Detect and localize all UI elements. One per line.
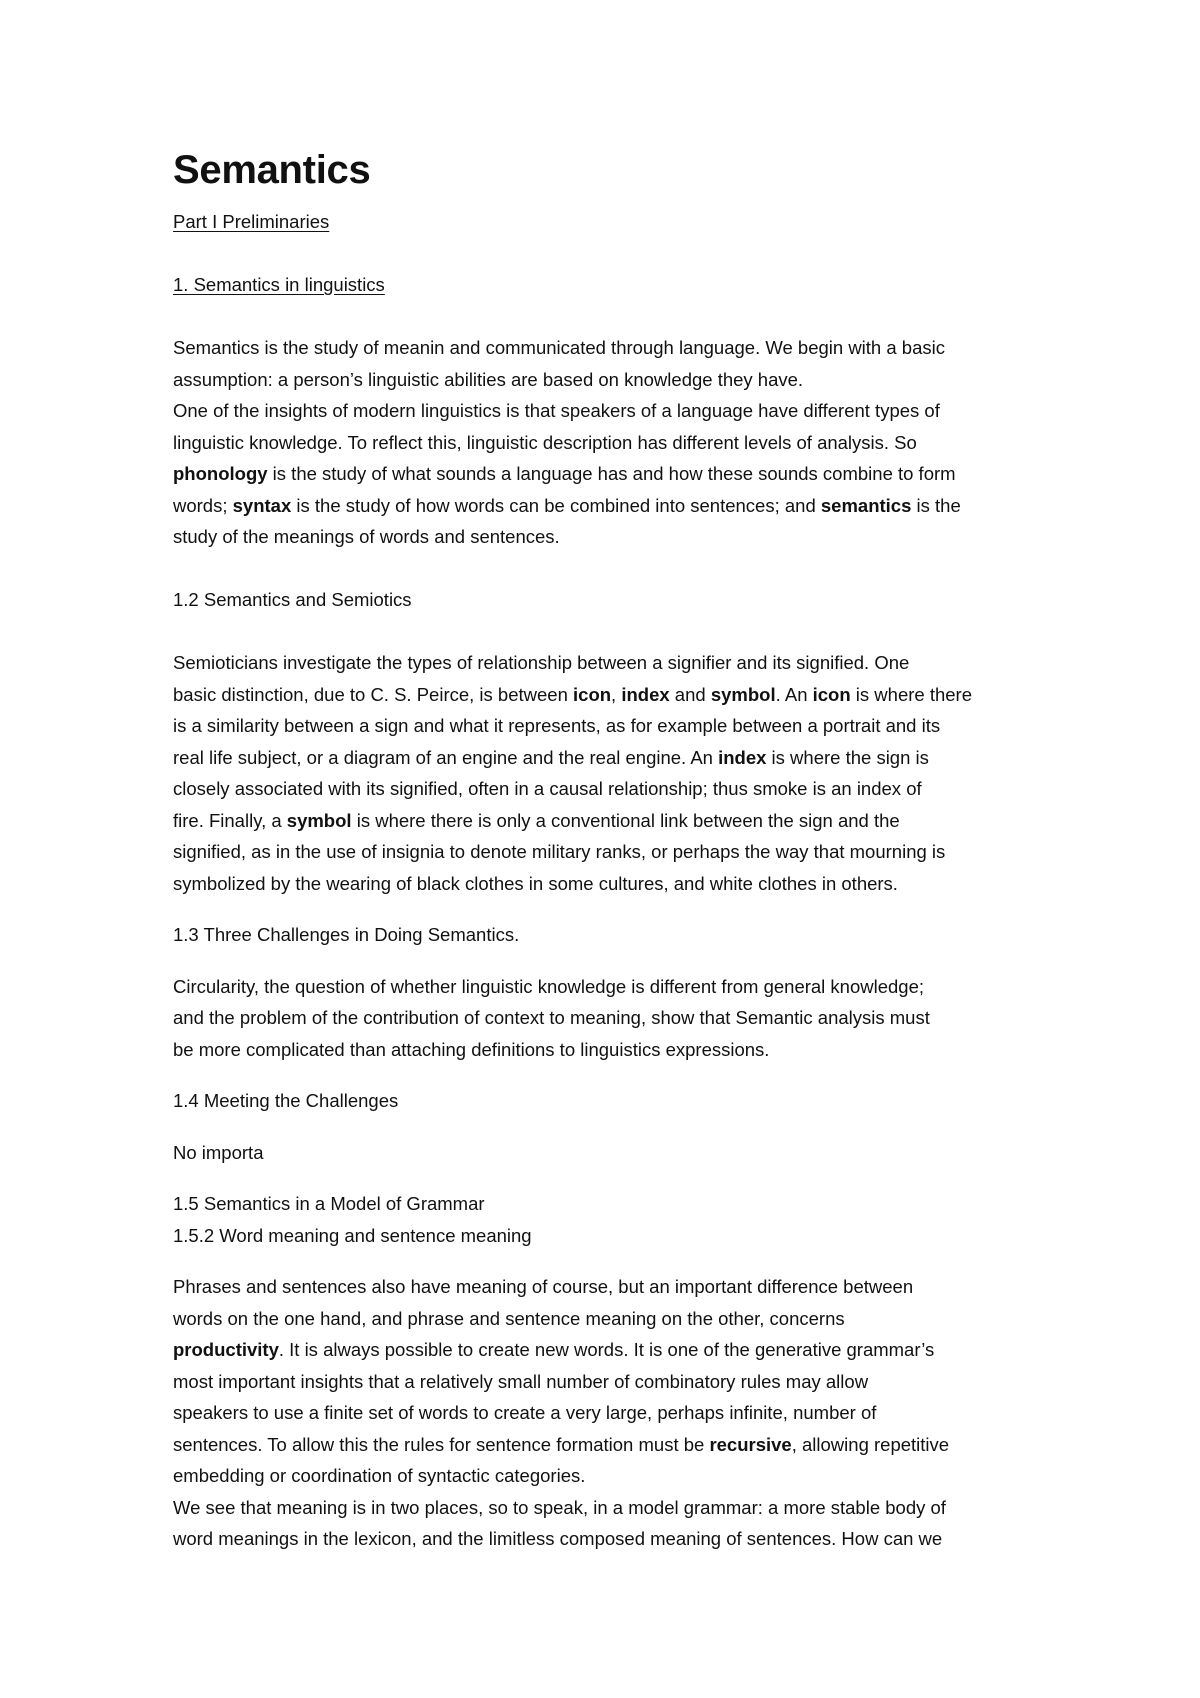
paragraph-no-importa: No importa bbox=[173, 1141, 264, 1163]
text-line: words; syntax is the study of how words can be combined into sentences; and semantics is the bbox=[173, 494, 961, 516]
text-line: We see that meaning is in two places, so to speak, in a model grammar: a more stable body of bbox=[173, 1496, 946, 1518]
text-line: Phrases and sentences also have meaning of course, but an important difference between bbox=[173, 1276, 914, 1297]
text-line: basic distinction, due to C. S. Peirce, is between icon, index and symbol. An icon is where there bbox=[173, 683, 972, 705]
section-1-5-heading: 1.5 Semantics in a Model of Grammar bbox=[173, 1193, 485, 1214]
text-line: study of the meanings of words and sentences. bbox=[173, 526, 560, 547]
text-line: phonology is the study of what sounds a language has and how these sounds combine to form bbox=[173, 463, 956, 484]
text-line: Semantics is the study of meanin and communicated through language. We begin with a basic bbox=[173, 337, 945, 358]
term-index: index bbox=[718, 746, 767, 768]
text-line: One of the insights of modern linguistics is that speakers of a language have different types of bbox=[173, 400, 940, 421]
text-line: real life subject, or a diagram of an engine and the real engine. An index is where the sign is bbox=[173, 746, 929, 768]
text-line: is a similarity between a sign and what it represents, as for example between a portrait and its bbox=[173, 715, 941, 736]
part-heading: Part I Preliminaries bbox=[173, 211, 330, 232]
term-icon: icon bbox=[573, 683, 612, 705]
text-line: symbolized by the wearing of black clothes in some cultures, and white clothes in others. bbox=[173, 872, 898, 894]
term-productivity: productivity bbox=[173, 1339, 279, 1360]
text-line: fire. Finally, a symbol is where there is only a conventional link between the sign and the bbox=[173, 809, 900, 831]
text-line: assumption: a person’s linguistic abilities are based on knowledge they have. bbox=[173, 368, 804, 390]
text-line: embedding or coordination of syntactic categories. bbox=[173, 1465, 586, 1486]
text-line: speakers to use a finite set of words to create a very large, perhaps infinite, number of bbox=[173, 1402, 877, 1423]
text-line: most important insights that a relatively small number of combinatory rules may allow bbox=[173, 1370, 869, 1392]
text-line: word meanings in the lexicon, and the limitless composed meaning of sentences. How can we bbox=[173, 1528, 943, 1549]
term-phonology: phonology bbox=[173, 463, 268, 484]
text-line: productivity. It is always possible to create new words. It is one of the generative grammar’s bbox=[173, 1339, 935, 1360]
section-1-heading: 1. Semantics in linguistics bbox=[173, 274, 385, 295]
text-line: signified, as in the use of insignia to denote military ranks, or perhaps the way that mourning is bbox=[173, 841, 946, 862]
section-1-5-2-heading: 1.5.2 Word meaning and sentence meaning bbox=[173, 1224, 532, 1246]
term-syntax: syntax bbox=[232, 494, 292, 516]
section-1-2-heading: 1.2 Semantics and Semiotics bbox=[173, 589, 412, 610]
term-recursive: recursive bbox=[709, 1433, 792, 1455]
paragraph-semiotics bbox=[173, 647, 1053, 899]
paragraph-challenges bbox=[173, 971, 1053, 1066]
text-line: be more complicated than attaching definitions to linguistics expressions. bbox=[173, 1038, 770, 1060]
term-symbol: symbol bbox=[286, 809, 352, 831]
text-line: Semioticians investigate the types of relationship between a signifier and its signified. One bbox=[173, 652, 910, 673]
term-index: index bbox=[621, 683, 670, 705]
text-line: Circularity, the question of whether linguistic knowledge is different from general knowledge; bbox=[173, 975, 925, 997]
text-line: closely associated with its signified, often in a causal relationship; thus smoke is an index of bbox=[173, 778, 922, 799]
section-1-4-heading: 1.4 Meeting the Challenges bbox=[173, 1090, 399, 1111]
text-line: sentences. To allow this the rules for sentence formation must be recursive, allowing repetitive bbox=[173, 1433, 950, 1455]
text-line: and the problem of the contribution of context to meaning, show that Semantic analysis must bbox=[173, 1007, 930, 1028]
section-1-3-heading: 1.3 Three Challenges in Doing Semantics. bbox=[173, 924, 520, 945]
term-semantics: semantics bbox=[820, 494, 912, 516]
term-symbol: symbol bbox=[710, 683, 776, 705]
term-icon: icon bbox=[812, 683, 851, 705]
paragraph-word-sentence-meaning bbox=[173, 1271, 1053, 1555]
document-page bbox=[173, 146, 1053, 1555]
text-line: words on the one hand, and phrase and sentence meaning on the other, concerns bbox=[173, 1307, 845, 1329]
document-title: Semantics bbox=[173, 148, 371, 192]
text-line: linguistic knowledge. To reflect this, linguistic description has different levels of analysis. So bbox=[173, 431, 917, 453]
paragraph-semantics-definition bbox=[173, 332, 1053, 553]
